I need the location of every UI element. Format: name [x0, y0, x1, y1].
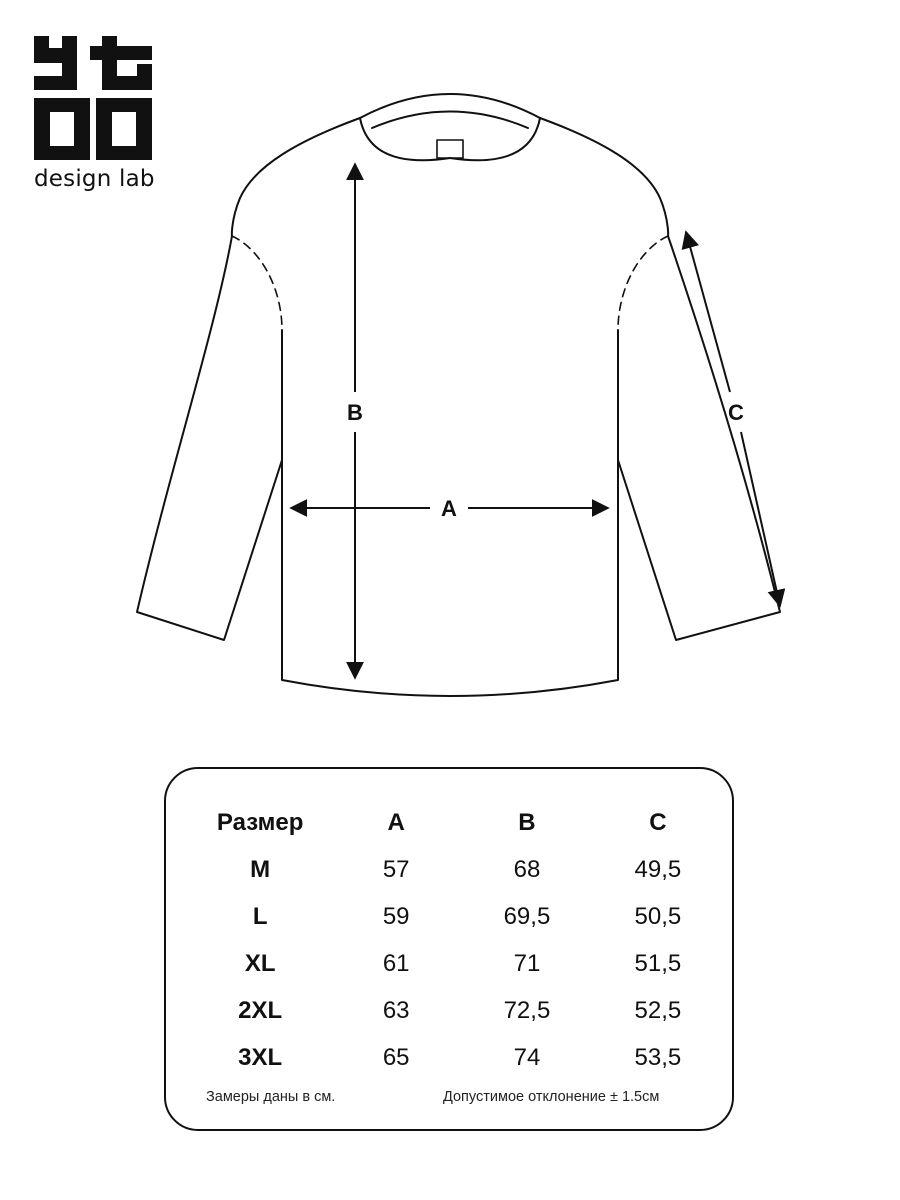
shirt-body-outline — [137, 118, 780, 696]
value-b-cell: 69,5 — [503, 902, 551, 930]
table-row — [198, 940, 732, 987]
value-b-cell: 74 — [513, 1043, 541, 1071]
collar-band — [372, 112, 528, 129]
header-a: A — [387, 808, 405, 836]
size-table — [198, 799, 732, 1081]
size-cell: 3XL — [238, 1043, 283, 1071]
collar-outer — [360, 94, 540, 118]
header-c: C — [649, 808, 667, 836]
collar-inner — [360, 118, 540, 160]
value-a-cell: 63 — [382, 996, 410, 1024]
header-b: B — [518, 808, 536, 836]
table-row — [198, 1034, 732, 1081]
value-b-cell: 71 — [513, 949, 541, 977]
value-c-cell: 53,5 — [634, 1043, 682, 1071]
value-c-cell: 50,5 — [634, 902, 682, 930]
size-cell: XL — [244, 949, 276, 977]
measure-a-label: A — [441, 496, 457, 521]
measurement-units-note: Замеры даны в см. — [206, 1089, 336, 1105]
value-b-cell: 72,5 — [503, 996, 551, 1024]
value-c-cell: 51,5 — [634, 949, 682, 977]
size-chart-card — [164, 767, 734, 1131]
table-row — [198, 846, 732, 893]
value-a-cell: 65 — [382, 1043, 410, 1071]
brand-name: design lab — [34, 166, 155, 192]
value-a-cell: 57 — [382, 855, 410, 883]
size-cell: 2XL — [238, 996, 283, 1024]
table-row — [198, 987, 732, 1034]
long-sleeve-tshirt-icon — [137, 94, 780, 696]
tolerance-note: Допустимое отклонение ± 1.5см — [443, 1089, 660, 1105]
value-a-cell: 61 — [382, 949, 410, 977]
measure-b-label: B — [347, 400, 363, 425]
measure-c-label: C — [728, 400, 744, 425]
neck-label — [437, 140, 463, 158]
right-armhole-seam — [618, 236, 668, 330]
value-c-cell: 49,5 — [634, 855, 682, 883]
value-c-cell: 52,5 — [634, 996, 682, 1024]
size-cell: M — [250, 855, 271, 883]
value-b-cell: 68 — [513, 855, 541, 883]
table-row — [198, 893, 732, 940]
size-table-header-row — [198, 799, 732, 846]
left-armhole-seam — [232, 236, 282, 330]
value-a-cell: 59 — [382, 902, 410, 930]
header-size: Размер — [216, 808, 304, 836]
size-cell: L — [252, 902, 268, 930]
